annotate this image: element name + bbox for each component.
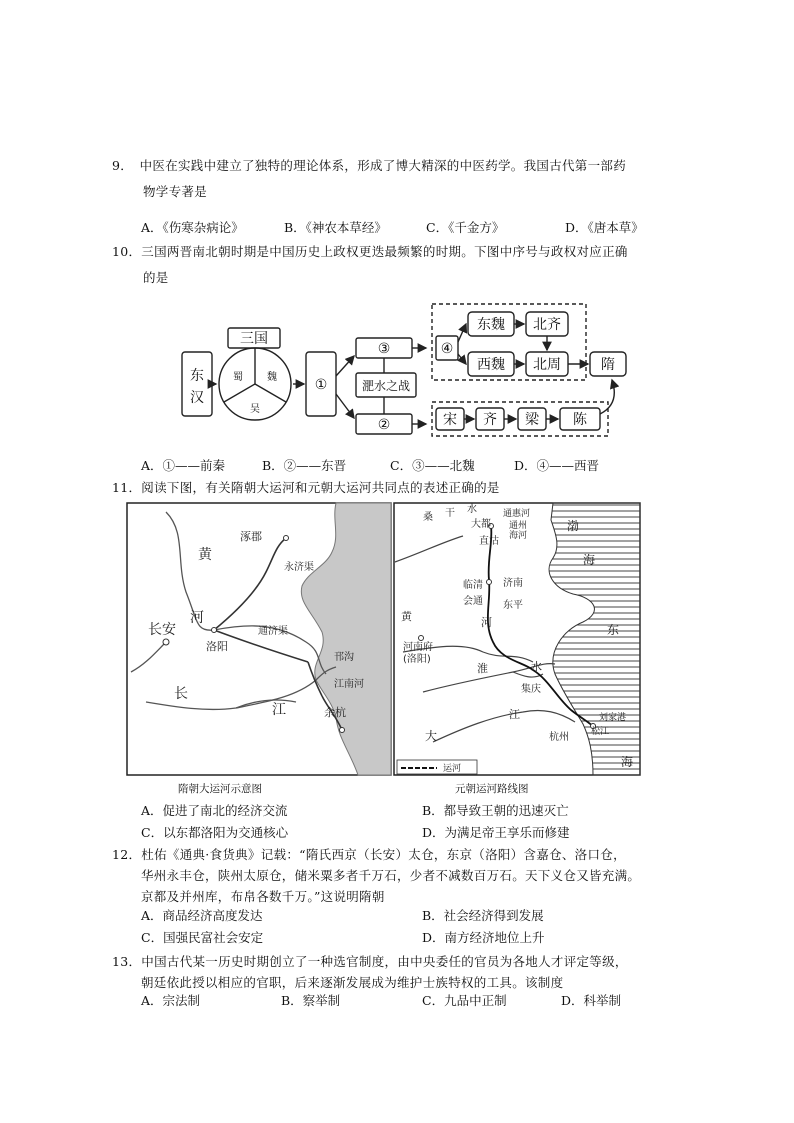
sui-label-yuhang: 余杭 (324, 706, 346, 719)
sui-label-he: 河 (190, 610, 204, 626)
sui-label-chang: 长 (174, 686, 188, 702)
sui-label-hangou: 邗沟 (334, 652, 354, 663)
label-liang: 梁 (525, 412, 539, 428)
yuan-label-dong: 东 (607, 623, 620, 637)
sui-label-jiangnan: 江南河 (334, 679, 364, 690)
sui-map-caption: 隋朝大运河示意图 (178, 783, 262, 795)
yuan-label-hai: 海 (583, 553, 596, 567)
label-feishui: 淝水之战 (361, 379, 411, 393)
q12-option-b[interactable]: B．社会经济得到发展 (422, 908, 544, 923)
label-sanguo: 三国 (240, 331, 268, 347)
q11-option-b[interactable]: B．都导致王朝的迅速灭亡 (422, 803, 569, 818)
q11-stem: 11．阅读下图，有关隋朝大运河和元朝大运河共同点的表述正确的是 (112, 480, 500, 495)
yuan-label-haihe: 海河 (509, 531, 528, 541)
q13-option-a[interactable]: A．宗法制 (141, 993, 201, 1008)
label-beiqi: 北齐 (533, 317, 561, 333)
sui-grand-canal-map (126, 502, 392, 776)
yuan-label-linqing: 临清 (463, 580, 483, 591)
q12-stem-line1: 12．杜佑《通典·食货典》记载：“隋氏西京（长安）太仓，东京（洛阳）含嘉仓、洛口仓， (112, 847, 626, 862)
q13-stem-line1: 13．中国古代某一历史时期创立了一种选官制度，由中央委任的官员为各地人才评定等级， (112, 954, 628, 969)
q9-stem-line2: 物学专著是 (143, 184, 208, 199)
yuan-label-hangzhou: 杭州 (549, 732, 569, 743)
label-n4: ④ (440, 341, 454, 357)
sui-label-zhuojun: 涿郡 (240, 530, 262, 543)
label-qi: 齐 (483, 412, 497, 428)
q11-option-c[interactable]: C．以东都洛阳为交通核心 (141, 825, 289, 840)
label-n3: ③ (377, 341, 391, 357)
yuan-label-huitong: 会通 (463, 596, 483, 607)
label-wu: 吴 (250, 404, 260, 415)
label-n1: ① (314, 377, 328, 393)
q13-option-d[interactable]: D．科举制 (561, 993, 622, 1008)
yuan-label-tongzhou: 通州 (509, 521, 528, 531)
yuan-label-gan: 干 (445, 508, 455, 519)
label-xiwei: 西魏 (477, 357, 505, 373)
q12-stem-line3: 京都及并州库，布帛各数千万。”这说明隋朝 (141, 889, 385, 904)
label-wei: 魏 (267, 372, 277, 383)
q11-option-a[interactable]: A．促进了南北的经济交流 (141, 803, 288, 818)
label-sui: 隋 (601, 357, 615, 373)
q13-option-b[interactable]: B．察举制 (281, 993, 341, 1008)
yuan-label-he: 河 (481, 616, 492, 629)
q9-option-a[interactable]: A．《伤寒杂病论》 (141, 220, 244, 235)
q9-option-c[interactable]: C．《千金方》 (426, 220, 505, 235)
q13-stem-line2: 朝廷依此授以相应的官职，后来逐渐发展成为维护士族特权的工具。该制度 (141, 975, 564, 990)
group-north (432, 304, 586, 380)
q12-stem-line2: 华州永丰仓，陕州太原仓，储米粟多者千万石，少者不减数百万石。天下义仓又皆充满。 (141, 868, 641, 883)
yuan-map-legend (397, 760, 477, 774)
yuan-label-sang: 桑 (423, 512, 433, 523)
yuan-label-zhigu: 直沽 (479, 536, 499, 547)
q10-option-d[interactable]: D．④——西晋 (514, 458, 600, 473)
q9-option-d[interactable]: D．《唐本草》 (565, 220, 644, 235)
label-n2: ② (377, 417, 391, 433)
sui-label-changan: 长安 (148, 622, 176, 638)
yuan-canal-map (393, 502, 641, 776)
yuan-label-shui: 水 (467, 504, 477, 515)
yuan-label-jinan: 济南 (503, 578, 523, 589)
yuan-legend-label: 运河 (443, 764, 462, 774)
box-donghan (182, 352, 212, 416)
q12-option-c[interactable]: C．国强民富社会安定 (141, 930, 264, 945)
yuan-map-caption: 元朝运河路线图 (455, 783, 529, 795)
yuan-label-dongping: 东平 (503, 600, 523, 611)
sui-label-tongji: 通济渠 (258, 626, 288, 637)
yuan-label-huang: 黄 (401, 610, 412, 623)
svg-text:东: 东 (190, 368, 204, 384)
yuan-label-songjiang: 松江 (591, 727, 610, 737)
label-shu: 蜀 (233, 372, 243, 383)
q11-option-d[interactable]: D．为满足帝王享乐而修建 (422, 825, 570, 840)
sui-label-jiang: 江 (272, 702, 286, 718)
q10-stem-line1: 10．三国两晋南北朝时期是中国历史上政权更迭最频繁的时期。下图中序号与政权对应正确 (112, 244, 628, 259)
yuan-label-henanfu: 河南府 (403, 642, 433, 653)
label-dongwei: 东魏 (477, 317, 505, 333)
sui-label-luoyang: 洛阳 (206, 640, 228, 653)
yuan-label-huai: 淮 (477, 662, 488, 675)
q9-option-b[interactable]: B．《神农本草经》 (284, 220, 387, 235)
yuan-label-luoyang: (洛阳) (403, 654, 431, 665)
q12-option-a[interactable]: A．商品经济高度发达 (141, 908, 263, 923)
q10-option-c[interactable]: C．③——北魏 (390, 458, 475, 473)
q10-option-a[interactable]: A．①——前秦 (141, 458, 226, 473)
yuan-label-tonghui: 通惠河 (503, 509, 531, 519)
q10-stem-line2: 的是 (143, 270, 169, 285)
q10-regime-diagram (176, 298, 636, 440)
q13-option-c[interactable]: C．九品中正制 (422, 993, 507, 1008)
svg-text:汉: 汉 (190, 390, 204, 406)
yuan-label-da: 大 (425, 729, 438, 743)
yuan-label-shui2: 水 (531, 660, 542, 673)
yuan-label-jiang: 江 (509, 708, 520, 721)
sui-label-huang: 黄 (198, 547, 212, 563)
sui-label-yongji: 永济渠 (284, 562, 314, 573)
label-song: 宋 (443, 412, 457, 428)
yuan-label-hai2: 海 (621, 755, 634, 769)
yuan-label-dadu: 大都 (471, 519, 491, 530)
yuan-label-liujiagang: 刘家港 (599, 713, 627, 723)
q10-option-b[interactable]: B．②——东晋 (262, 458, 347, 473)
yuan-label-jiqing: 集庆 (521, 684, 541, 695)
q9-stem-line1: 9． 中医在实践中建立了独特的理论体系，形成了博大精深的中医药学。我国古代第一部药 (112, 158, 627, 173)
label-chen: 陈 (573, 412, 587, 428)
label-beizhou: 北周 (533, 357, 561, 373)
q12-option-d[interactable]: D．南方经济地位上升 (422, 930, 545, 945)
yuan-label-bo: 渤 (567, 519, 580, 533)
